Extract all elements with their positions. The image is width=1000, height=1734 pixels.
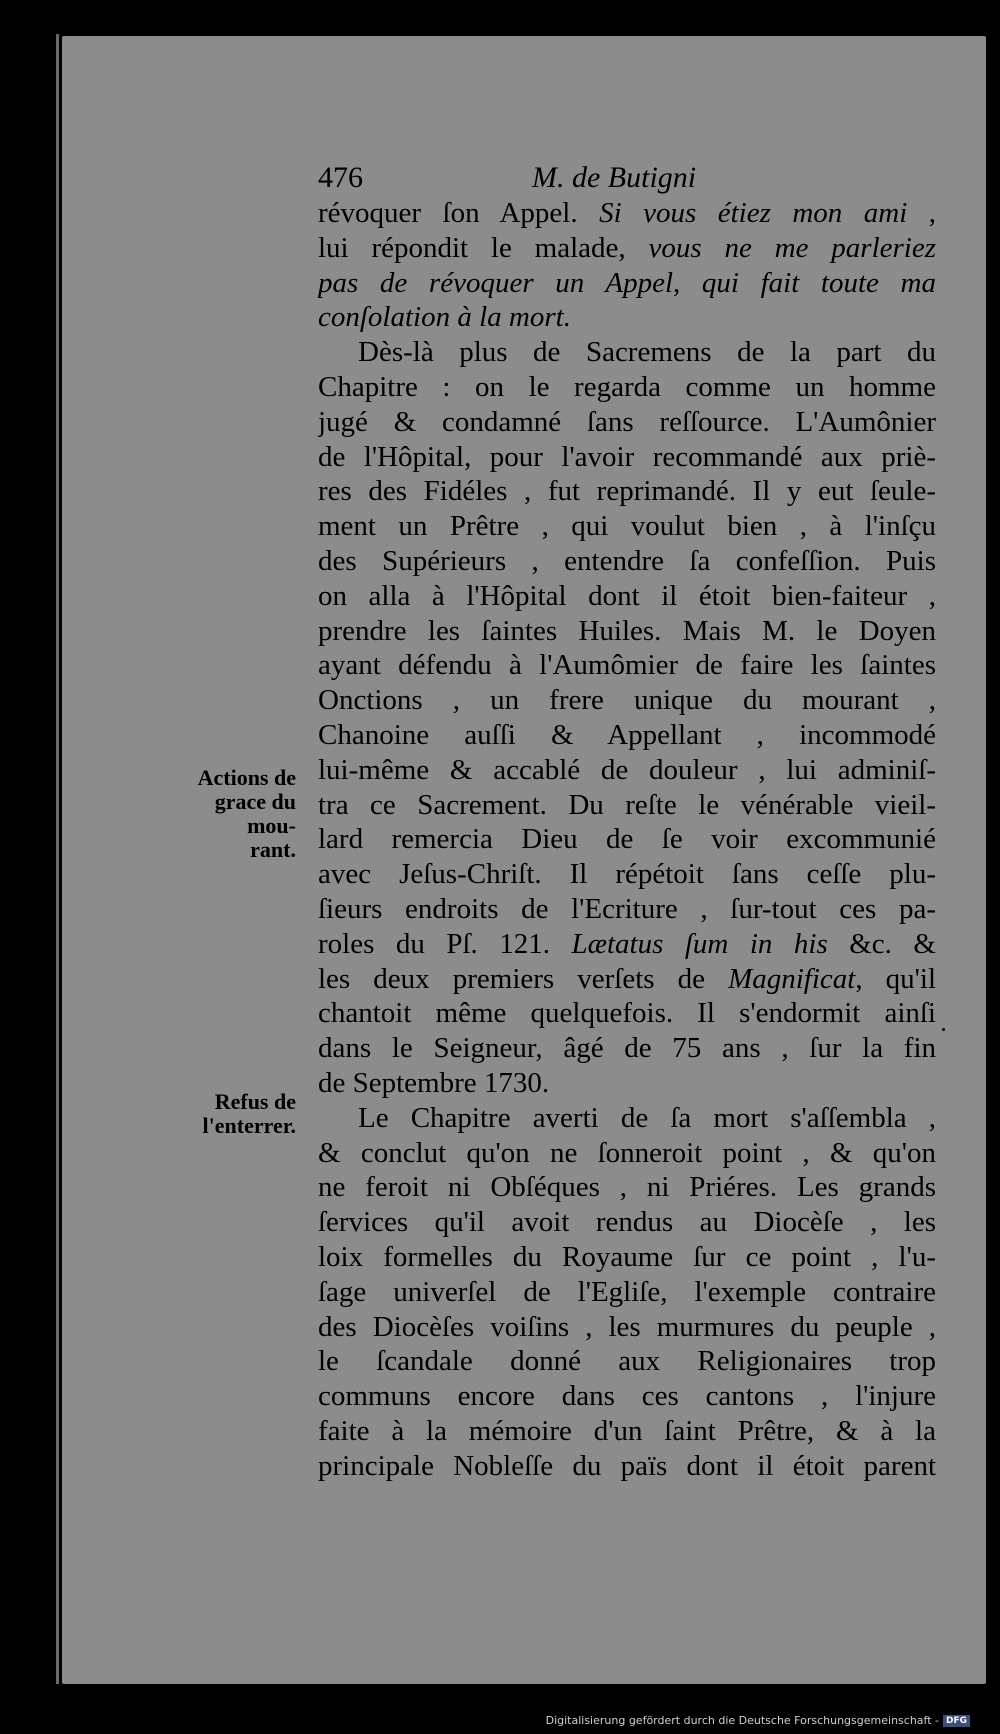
text-line: roles du Pſ. 121. Lætatus ſum in his &c. & [318,927,936,960]
footer-text: Digitalisierung gefördert durch die Deutsche Forschungsgemeinschaft - [545,1714,939,1727]
text-line: révoquer ſon Appel. Si vous étiez mon ami , [318,197,936,229]
text-line: faite à la mémoire d'un ſaint Prêtre, & à la [318,1414,936,1447]
text-line: principale Nobleſſe du païs dont il étoit parent [318,1449,936,1482]
text-line: avec Jeſus-Chriſt. Il répétoit ſans ceſſe plu- [318,858,936,891]
text-line: ſage univerſel de l'Egliſe, l'exemple contraire [318,1275,936,1308]
text-line: Chapitre : on le regarda comme un homme [318,370,936,403]
text-line: lard remercia Dieu de ſe voir excommunié [318,823,936,856]
dfg-logo: DFG [943,1715,970,1727]
text-line: pas de révoquer un Appel, qui fait toute ma [318,266,936,299]
page-header [318,158,938,198]
text-line: de Septembre 1730. [318,1066,550,1099]
text-line: loix formelles du Royaume ſur ce point , l'u- [318,1240,936,1273]
running-head: M. de Butigni [532,161,697,194]
text-line: ſieurs endroits de l'Ecriture , ſur-tout ces pa- [318,892,936,925]
text-line: des Diocèſes voiſins , les murmures du peuple , [318,1310,936,1343]
page-number: 476 [318,161,363,194]
text-line: les deux premiers verſets de Magnificat, qu'il [318,962,936,995]
margin-note-line: Actions de [197,765,296,790]
text-line: Le Chapitre averti de ſa mort s'aſſembla , [358,1101,936,1134]
text-line: ſervices qu'il avoit rendus au Diocèſe , les [318,1206,936,1239]
text-line: Onctions , un frere unique du mourant , [318,684,936,717]
body-text [318,196,936,1483]
margin-note-actions-de-grace [168,766,296,862]
margin-note-line: grace du mou- [214,789,296,838]
margin-note-line: Refus de [214,1089,296,1114]
text-line: Chanoine auſſi & Appellant , incommodé [318,718,936,751]
text-line: lui-même & accablé de douleur , lui adminiſ- [318,753,936,786]
text-line: ment un Prêtre , qui voulut bien , à l'inſçu [318,510,936,543]
text-line: tra ce Sacrement. Du reſte le vénérable vieil- [318,788,936,821]
text-line: des Supérieurs , entendre ſa confeſſion. Puis [318,544,936,577]
page-speck [942,1028,945,1031]
text-line: res des Fidéles , fut reprimandé. Il y eut ſeule- [318,475,936,508]
digitization-footer [546,1714,970,1728]
text-line: prendre les ſaintes Huiles. Mais M. le Doyen [318,614,936,647]
text-line: lui répondit le malade, vous ne me parleriez [318,231,936,264]
text-line: de l'Hôpital, pour l'avoir recommandé aux priè- [318,440,936,473]
text-line: communs encore dans ces cantons , l'injure [318,1380,936,1413]
text-line: on alla à l'Hôpital dont il étoit bien-faiteur , [318,579,936,612]
margin-note-line: l'enterrer. [202,1113,296,1138]
text-line: & conclut qu'on ne ſonneroit point , & qu'on [318,1136,936,1169]
text-line: dans le Seigneur, âgé de 75 ans , ſur la fin [318,1032,936,1065]
text-line: jugé & condamné ſans reſſource. L'Aumônier [318,405,936,438]
text-line: ne feroit ni Obſéques , ni Priéres. Les grands [318,1171,936,1204]
text-line: le ſcandale donné aux Religionaires trop [318,1345,936,1378]
text-line: ayant défendu à l'Aumômier de faire les ſaintes [318,649,936,682]
text-line: conſolation à la mort. [318,301,571,334]
page-edge [56,34,59,1684]
text-line: Dès-là plus de Sacremens de la part du [358,336,936,369]
text-line: chantoit même quelquefois. Il s'endormit ainſi [318,997,936,1030]
margin-note-refus-de-enterrer [168,1090,296,1138]
margin-note-line: rant. [250,837,296,862]
